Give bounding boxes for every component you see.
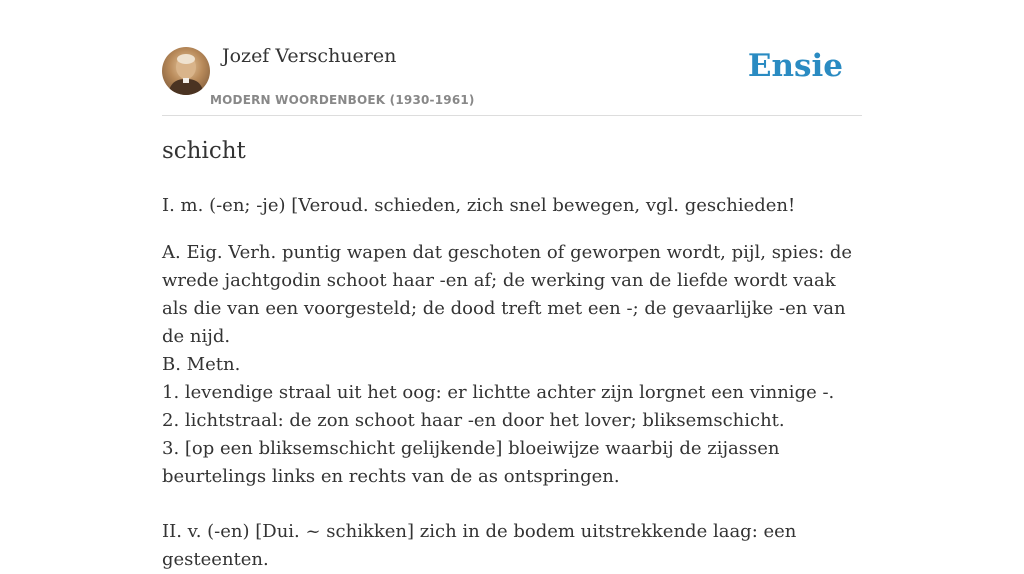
definition-line: A. Eig. Verh. puntig wapen dat geschoten of geworpen wordt, pijl, spies: de wrede jachtgodin schoot haar -en af; de werking van de liefde wordt vaak als die van een voorgesteld; de dood treft met een -; de gevaarlijke -en van de nijd. [162, 242, 853, 347]
entry-header [162, 0, 862, 116]
paragraph-gap [162, 220, 862, 239]
author-avatar[interactable] [162, 47, 210, 95]
ensie-logo[interactable]: Ensie [747, 48, 843, 84]
definition-line: 2. lichtstraal: de zon schoot haar -en door het lover; bliksemschicht. [162, 410, 785, 431]
definition-line: 1. levendige straal uit het oog: er lichtte achter zijn lorgnet een vinnige -. [162, 382, 835, 403]
entry-term: schicht [162, 138, 246, 164]
paragraph-gap [162, 491, 862, 518]
portrait-icon [162, 47, 210, 95]
definition-line: 3. [op een bliksemschicht gelijkende] bloeiwijze waarbij de zijassen beurtelings links en rechts van de as ontspringen. [162, 438, 780, 487]
source-label[interactable]: MODERN WOORDENBOEK (1930-1961) [210, 93, 475, 107]
definition-line: I. m. (-en; -je) [Veroud. schieden, zich snel bewegen, vgl. geschieden! [162, 195, 796, 216]
definition-line: B. Metn. [162, 354, 241, 375]
entry-page [162, 0, 862, 570]
entry-definition [162, 192, 862, 574]
author-name[interactable]: Jozef Verschueren [222, 45, 397, 67]
definition-line: II. v. (-en) [Dui. ~ schikken] zich in de bodem uitstrekkende laag: een gesteenten. [162, 521, 797, 570]
